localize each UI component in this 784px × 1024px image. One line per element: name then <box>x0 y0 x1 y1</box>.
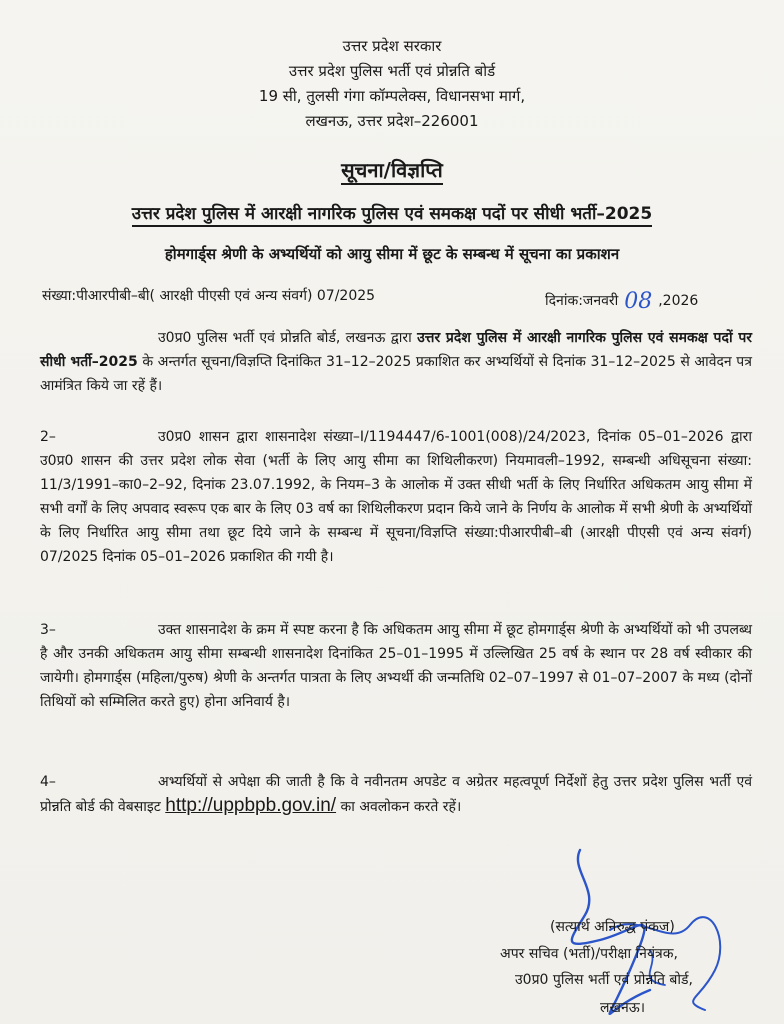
paragraph-1 <box>40 326 752 398</box>
header-city: लखनऊ, उत्तर प्रदेश–226001 <box>305 112 479 130</box>
notice-title: सूचना/विज्ञप्ति <box>0 156 784 183</box>
para3-text: उक्त शासनादेश के क्रम में स्पष्ट करना है कि अधिकतम आयु सीमा में छूट होमगार्ड्स श्रेणी के अभ्यर्थियों को भी उपलब्ध है और उनकी अधिकतम आयु सीमा सम्बन्धी शासनादेश दिनांकित 25–01–1995 में उल्लिखित 25 वर्ष के स्थान पर 28 वर्ष स्वीकार की जायेगी। होमगार्ड्स (महिला/पुरुष) श्रेणी के अन्तर्गत पात्रता के लिए अभ्यर्थी की जन्मतिथि 02–07–1997 से 01–07–2007 के मध्य (दोनों तिथियों को सम्मिलित करते हुए) होना अनिवार्य है। <box>40 622 752 710</box>
para4-text-b: का अवलोकन करते रहें। <box>336 799 462 815</box>
date-year: ,2026 <box>658 293 699 309</box>
header-board-name: उत्तर प्रदेश पुलिस भर्ती एवं प्रोन्नति बोर्ड <box>288 62 496 80</box>
reference-number: संख्या:पीआरपीबी–बी( आरक्षी पीएसी एवं अन्य संवर्ग) 07/2025 <box>42 288 376 304</box>
date-prefix: दिनांक:जनवरी <box>545 293 619 309</box>
paragraph-2 <box>40 425 752 569</box>
paragraph-3 <box>40 618 752 714</box>
para1-text-b: के अन्तर्गत सूचना/विज्ञप्ति दिनांकित 31–12–2025 प्रकाशित कर अभ्यर्थियों से दिनांक 31–12–2025 से आवेदन पत्र आमंत्रित किये जा रहें हैं। <box>40 354 752 394</box>
para2-number: 2– <box>40 429 56 445</box>
website-link[interactable]: http://uppbpb.gov.in/ <box>165 795 337 816</box>
handwritten-day: 08 <box>624 289 653 314</box>
para3-number: 3– <box>40 622 56 638</box>
para4-text-a: अभ्यर्थियों से अपेक्षा की जाती है कि वे नवीनतम अपडेट व अग्रेतर महत्वपूर्ण निर्देशों हेतु उत्तर प्रदेश पुलिस भर्ती एवं प्रोन्नति बोर्ड की वेबसाइट <box>40 774 752 815</box>
reference-date <box>545 286 699 314</box>
para4-number: 4– <box>40 774 56 790</box>
para1-bold-title: उत्तर प्रदेश पुलिस में आरक्षी नागरिक पुलिस एवं समकक्ष पदों पर सीधी भर्ती–2025 <box>40 330 752 370</box>
paragraph-4 <box>40 770 752 819</box>
recruitment-title: उत्तर प्रदेश पुलिस में आरक्षी नागरिक पुलिस एवं समकक्ष पदों पर सीधी भर्ती–2025 <box>0 201 784 224</box>
signatory-designation: अपर सचिव (भर्ती)/परीक्षा नियंत्रक, <box>500 946 678 962</box>
header-address: 19 सी, तुलसी गंगा कॉम्पलेक्स, विधानसभा मार्ग, <box>258 87 526 105</box>
para2-text: उ0प्र0 शासन द्वारा शासनादेश संख्या–I/1194447/6-1001(008)/24/2023, दिनांक 05–01–2026 द्वारा उ0प्र0 शासन की उत्तर प्रदेश लोक सेवा (भर्ती के लिए आयु सीमा का शिथिलीकरण) नियमावली–1992, सम्बन्धी अधिसूचना संख्या: 11/3/1991–का0–2–92, दिनांक 23.07.1992, के नियम–3 के आलोक में उक्त सीधी भर्ती के लिए निर्धारित अधिकतम आयु सीमा में सभी वर्गों के लिए अपवाद स्वरूप एक बार के लिए 03 वर्ष का शिथिलीकरण प्रदान किये जाने के निर्णय के आलोक में सभी श्रेणी के अभ्यर्थियों के लिए निर्धारित आयु सीमा तथा छूट दिये जाने के सम्बन्ध में सूचना/विज्ञप्ति संख्या:पीआरपीबी–बी (आरक्षी पीएसी एवं अन्य संवर्ग) 07/2025 दिनांक 05–01–2026 प्रकाशित की गयी है। <box>40 429 752 565</box>
signatory-name: (सत्यार्थ अनिरुद्ध पंकज) <box>550 919 675 935</box>
header-government: उत्तर प्रदेश सरकार <box>342 37 442 55</box>
signatory-organization: उ0प्र0 पुलिस भर्ती एवं प्रोन्नति बोर्ड, <box>515 972 693 988</box>
para1-text-a: उ0प्र0 पुलिस भर्ती एवं प्रोन्नति बोर्ड, लखनऊ द्वारा <box>158 330 418 346</box>
notice-subtitle: होमगार्ड्स श्रेणी के अभ्यर्थियों को आयु सीमा में छूट के सम्बन्ध में सूचना का प्रकाशन <box>164 245 620 263</box>
signatory-city: लखनऊ। <box>600 1000 646 1016</box>
